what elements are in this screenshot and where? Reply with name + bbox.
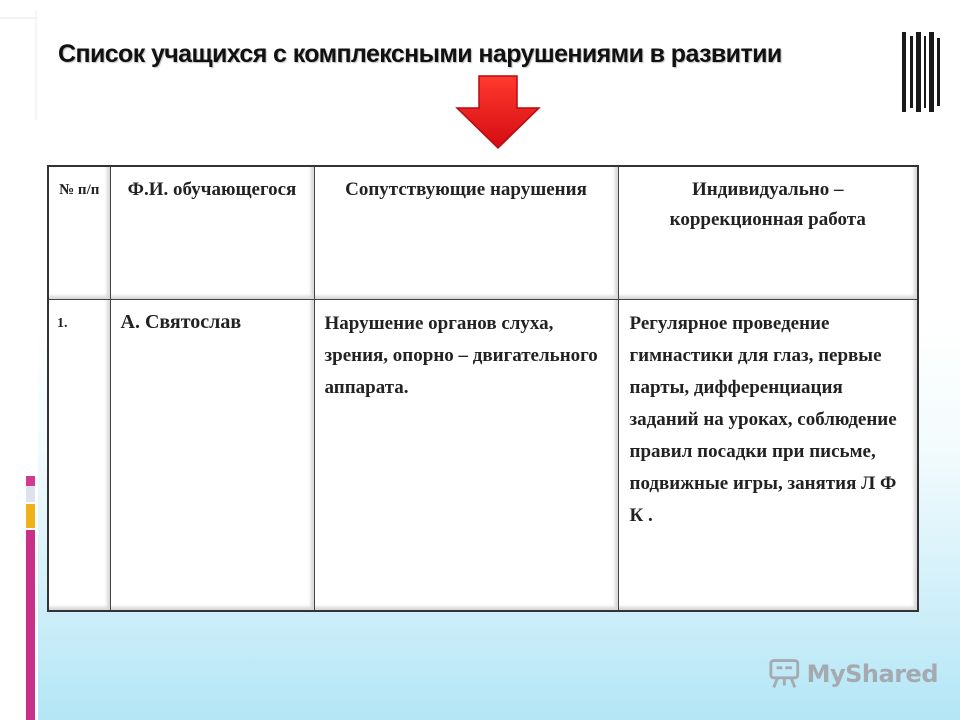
header-work: Индивидуально – коррекционная работа: [618, 166, 918, 300]
cell-work: Регулярное проведение гимнастики для глаз, первые парты, дифференциация заданий на уроках, соблюдение правил посадки при письме, подвижные игры, занятия Л Ф К .: [618, 300, 918, 612]
students-table: [47, 165, 919, 612]
cell-disorders: Нарушение органов слуха, зрения, опорно – двигательного аппарата.: [314, 300, 618, 612]
header-disorders: Сопутствующие нарушения: [314, 166, 618, 300]
header-num: № п/п: [48, 166, 110, 300]
cell-name: А. Святослав: [110, 300, 314, 612]
down-arrow-icon: [455, 74, 541, 150]
accent-bar-magenta: [26, 530, 35, 720]
header-name: Ф.И. обучающегося: [110, 166, 314, 300]
table-row: [48, 300, 918, 612]
table-header-row: [48, 166, 918, 300]
watermark: [768, 656, 938, 692]
watermark-text: MyShared: [806, 660, 938, 688]
left-accent-bars: [26, 0, 38, 720]
accent-bar-light: [26, 486, 35, 502]
cell-num: 1.: [48, 300, 110, 612]
vertical-lines-icon: [902, 32, 944, 112]
accent-bar-orange: [26, 504, 35, 528]
slide-title: Список учащихся с комплексными нарушениями в развитии: [58, 40, 782, 68]
presentation-board-icon: [768, 658, 801, 690]
accent-bar-magenta-top: [26, 476, 35, 486]
